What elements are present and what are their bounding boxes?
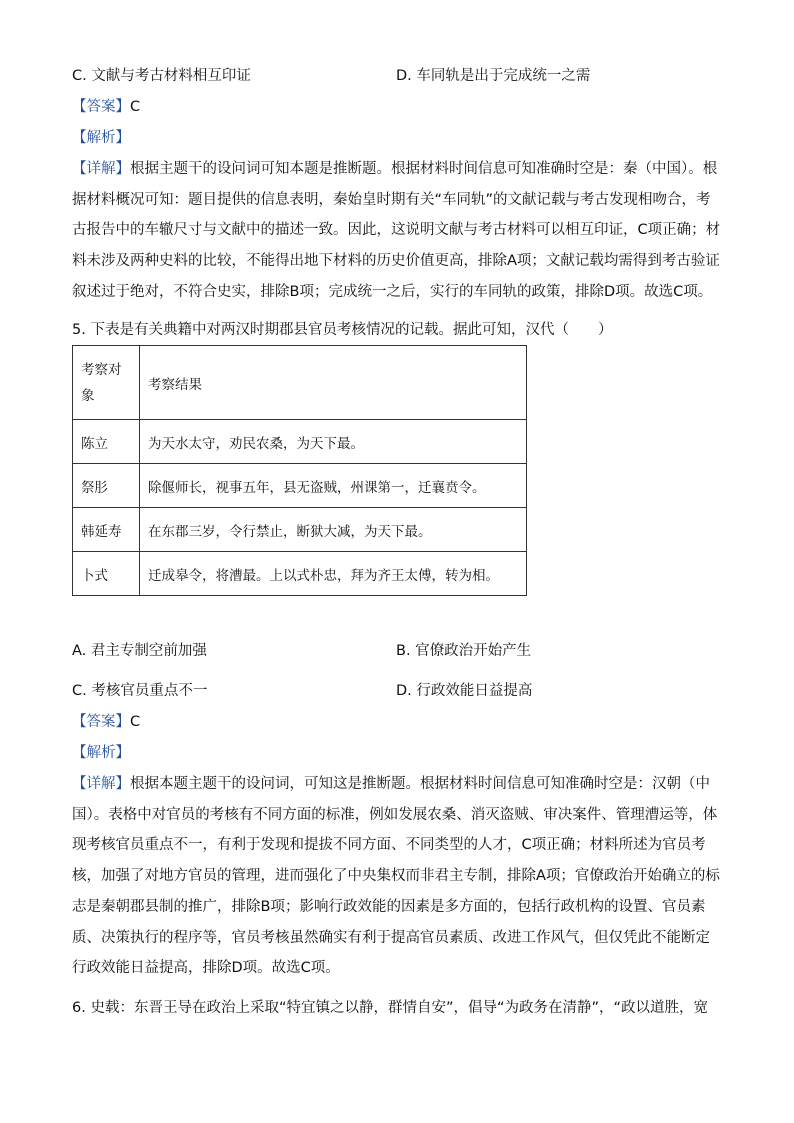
q4-detail	[72, 154, 722, 308]
q4-option-c: C. 文献与考古材料相互印证	[72, 68, 251, 84]
answer-tag: 【答案】	[72, 99, 130, 115]
table-cell: 韩延寿	[73, 508, 140, 552]
q5-option-d: D. 行政效能日益提高	[396, 683, 533, 699]
answer-tag: 【答案】	[72, 714, 130, 730]
table-cell: 除偃师长，视事五年，县无盗贼，州课第一，迁襄贲令。	[140, 464, 527, 508]
q5-answer	[72, 712, 140, 732]
answer-value: C	[130, 99, 141, 115]
header-cell: 考察结果	[140, 346, 527, 420]
q5-analysis-tag: 【解析】	[72, 745, 130, 761]
q5-option-a: A. 君主专制空前加强	[72, 643, 207, 659]
q4-answer	[72, 97, 140, 117]
table-row	[73, 552, 527, 596]
table-header-row	[73, 346, 527, 420]
q4-option-d: D. 车同轨是出于完成统一之需	[396, 68, 591, 84]
q5-option-c: C. 考核官员重点不一	[72, 683, 208, 699]
table-cell: 迁成皋令，将漕最。上以式朴忠，拜为齐王太傅，转为相。	[140, 552, 527, 596]
table-row	[73, 464, 527, 508]
table-row	[73, 508, 527, 552]
q5-detail	[72, 769, 722, 984]
detail-text: 根据主题干的设问词可知本题是推断题。根据材料时间信息可知准确时空是：秦（中国）。根据材料概况可知：题目提供的信息表明，秦始皇时期有关“车同轨”的文献记载与考古发现相吻合，考古报告中的车辙尺寸与文献中的描述一致。因此，这说明文献与考古材料可以相互印证，C项正确；材料未涉及两种史料的比较，不能得出地下材料的历史价值更高，排除A项；文献记载均需得到考古验证叙述过于绝对，不符合史实，排除B项；完成统一之后，实行的车同轨的政策，排除D项。故选C项。	[72, 161, 721, 300]
detail-text: 根据本题主题干的设问词，可知这是推断题。根据材料时间信息可知准确时空是：汉朝（中国）。表格中对官员的考核有不同方面的标准，例如发展农桑、消灭盗贼、审决案件、管理漕运等，体现考核官员重点不一，有利于发现和提拔不同方面、不同类型的人才，C项正确；材料所述为官员考核，加强了对地方官员的管理，进而强化了中央集权而非君主专制，排除A项；官僚政治开始确立的标志是秦朝郡县制的推广，排除B项；影响行政效能的因素是多方面的，包括行政机构的设置、官员素质、决策执行的程序等，官员考核虽然确实有利于提高官员素质、改进工作风气，但仅凭此不能断定行政效能日益提高，排除D项。故选C项。	[72, 776, 720, 977]
q5-stem: 5. 下表是有关典籍中对两汉时期郡县官员考核情况的记载。据此可知，汉代（ ）	[72, 322, 613, 338]
table-cell: 陈立	[73, 420, 140, 464]
table-cell: 为天水太守，劝民农桑，为天下最。	[140, 420, 527, 464]
detail-tag: 【详解】	[72, 161, 130, 177]
q6-stem: 6. 史载：东晋王导在政治上采取“特宜镇之以静，群情自安”，倡导“为政务在清静”，“政以道胜，宽	[72, 1000, 708, 1016]
table-cell: 祭肜	[73, 464, 140, 508]
detail-tag: 【详解】	[72, 776, 130, 792]
answer-value: C	[130, 714, 141, 730]
records-table	[72, 345, 527, 596]
table-cell: 在东郡三岁，令行禁止，断狱大减，为天下最。	[140, 508, 527, 552]
q5-option-b: B. 官僚政治开始产生	[396, 643, 532, 659]
q4-analysis-tag: 【解析】	[72, 130, 130, 146]
header-cell: 考察对象	[73, 346, 140, 420]
table-row	[73, 420, 527, 464]
table-cell: 卜式	[73, 552, 140, 596]
